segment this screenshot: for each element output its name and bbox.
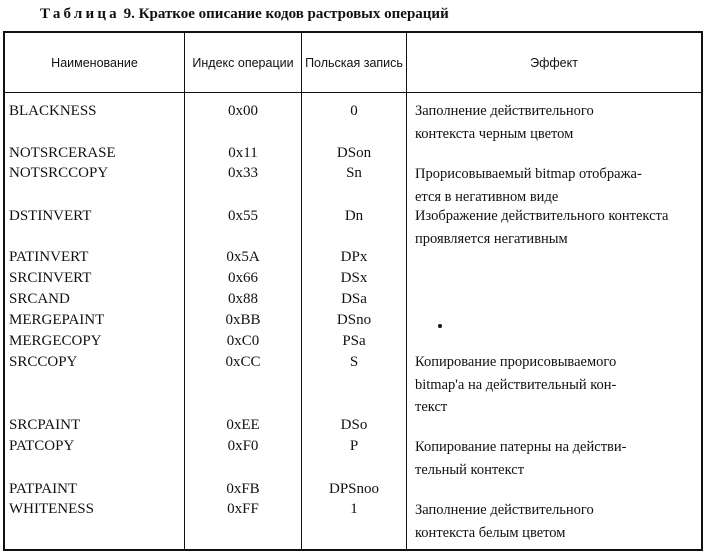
table-caption (40, 2, 700, 26)
table-row-polish: P (349, 438, 359, 454)
raster-ops-table (3, 31, 703, 551)
table-row-name: SRCINVERT (9, 270, 92, 286)
effect-text: Заполнение действительного контекста белым цветом (415, 502, 594, 541)
table-row-name: MERGEPAINT (9, 312, 105, 328)
table-row-polish: 0 (350, 103, 358, 119)
table-row-polish: DSa (341, 291, 367, 307)
table-row-name: SRCAND (9, 291, 70, 307)
table-row-polish: DSno (336, 312, 372, 328)
table-row-name: BLACKNESS (9, 103, 97, 119)
table-row-polish: DSx (340, 270, 368, 286)
table-row-index: 0xBB (225, 312, 261, 328)
table-row-index: 0xCC (225, 354, 261, 370)
table-row-index: 0x5A (226, 249, 260, 265)
effect-text: Копирование патерны на действи- тельный контекст (415, 439, 627, 478)
table-row-polish: Dn (344, 208, 364, 224)
effect-text: Прорисовываемый bitmap отобража- ется в негативном виде (415, 166, 642, 205)
table-row-name: NOTSRCERASE (9, 145, 116, 161)
table-row-index: 0x00 (228, 103, 258, 119)
table-row-index: 0xF0 (227, 438, 259, 454)
table-row-index: 0x55 (228, 208, 258, 224)
table-row-name: PATINVERT (9, 249, 89, 265)
table-row-name: PATCOPY (9, 438, 75, 454)
table-row-name: SRCPAINT (9, 417, 81, 433)
table-row-index: 0x88 (228, 291, 258, 307)
table-row-name: NOTSRCCOPY (9, 165, 109, 181)
table-row-polish: 1 (350, 501, 358, 517)
table-row-name: WHITENESS (9, 501, 94, 517)
caption-prefix: Таблица (40, 6, 120, 22)
table-row-index: 0x33 (228, 165, 258, 181)
column-divider (406, 33, 407, 549)
effect-text: Заполнение действительного контекста черным цветом (415, 103, 594, 142)
table-row-index: 0xFB (226, 481, 260, 497)
table-row-name: DSTINVERT (9, 208, 92, 224)
table-row-polish: DPSnoo (328, 481, 380, 497)
caption-text: 9. Краткое описание кодов растровых операций (123, 6, 449, 22)
table-row-polish: S (349, 354, 359, 370)
header-effect: Эффект (530, 56, 578, 70)
scan-speck (438, 324, 442, 328)
table-row-polish: DSo (340, 417, 368, 433)
table-row-polish: Sn (346, 165, 362, 181)
table-row-index: 0xEE (226, 417, 260, 433)
table-row-polish: PSa (342, 333, 366, 349)
table-row-name: MERGECOPY (9, 333, 102, 349)
header-polish: Польская запись (305, 56, 403, 70)
effect-text: Изображение действительного контекста проявляется негативным (415, 208, 669, 247)
header-name: Наименование (51, 56, 138, 70)
table-row-name: SRCCOPY (9, 354, 78, 370)
table-row-index: 0x66 (228, 270, 258, 286)
table-row-name: PATPAINT (9, 481, 78, 497)
table-row-index: 0xFF (227, 501, 259, 517)
effect-text: Копирование прорисовываемого bitmap'а на действительный кон- текст (415, 354, 617, 415)
header-divider (5, 92, 701, 93)
table-row-index: 0xC0 (226, 333, 260, 349)
table-row-polish: DPx (340, 249, 368, 265)
table-row-polish: DSon (336, 145, 372, 161)
header-index: Индекс операции (192, 56, 294, 70)
table-row-index: 0x11 (228, 145, 258, 161)
